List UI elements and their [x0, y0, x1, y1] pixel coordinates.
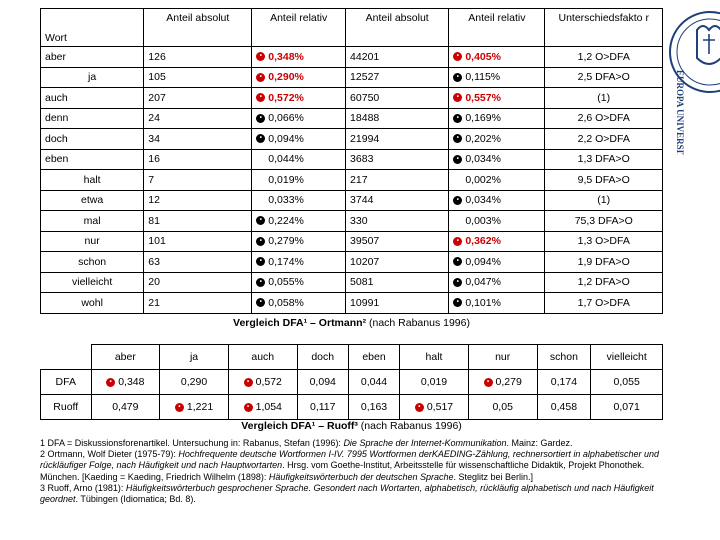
rel-dfa-value: 0,224% — [268, 214, 304, 227]
table-row — [41, 293, 663, 314]
cell-value — [537, 370, 591, 395]
cell-abs-dfa: 16 — [144, 149, 252, 170]
cell-rel-ortmann — [449, 129, 545, 150]
cell-value — [468, 370, 537, 395]
rel-ortmann-value: 0,169% — [465, 112, 501, 125]
cell-wort: eben — [41, 149, 144, 170]
rel-ortmann-value: 0,003% — [465, 214, 501, 227]
cell-rel-dfa — [252, 190, 346, 211]
value-text: 0,094 — [309, 376, 336, 388]
cell-wort: etwa — [41, 190, 144, 211]
col-header-abs-ortmann: Anteil absolut — [346, 9, 449, 47]
rel-ortmann-value: 0,047% — [465, 276, 501, 289]
cell-rel-dfa — [252, 231, 346, 252]
cell-abs-dfa: 21 — [144, 293, 252, 314]
cell-value — [400, 395, 469, 420]
seal-graphic — [669, 0, 720, 155]
cell-value — [348, 395, 399, 420]
footnote-text: Ruoff, Arno (1981): — [47, 482, 126, 493]
cell-rel-ortmann — [449, 272, 545, 293]
frequency-table-dfa-ortmann — [40, 8, 663, 314]
footnote-text: . Steglitz bei Berlin.] — [453, 471, 534, 482]
cell-rel-dfa — [252, 88, 346, 109]
cell-abs-dfa: 105 — [144, 67, 252, 88]
rel-ortmann-value: 0,094% — [465, 255, 501, 268]
marker-icon: • — [256, 93, 265, 102]
cell-rel-dfa — [252, 129, 346, 150]
cell-wort: denn — [41, 108, 144, 129]
table-row — [41, 108, 663, 129]
rel-ortmann-value: 0,034% — [465, 194, 501, 207]
cell-wort: ja — [41, 67, 144, 88]
cell-value — [591, 370, 663, 395]
cell-value — [91, 395, 160, 420]
rel-dfa-value: 0,094% — [268, 132, 304, 145]
rel-ortmann-value: 0,557% — [465, 91, 501, 104]
table-row — [41, 67, 663, 88]
table-row — [41, 231, 663, 252]
cell-factor: 2,6 O>DFA — [545, 108, 663, 129]
value-text: 0,572 — [255, 376, 282, 388]
row-label: DFA — [41, 370, 92, 395]
footnote-text: Die Sprache der Internet-Kommunikation — [343, 438, 507, 448]
footnote-text: Häufigkeitswörterbuch der deutschen Sprache — [268, 471, 454, 482]
rel-dfa-value: 0,019% — [268, 173, 304, 186]
rel-dfa-value: 0,066% — [268, 112, 304, 125]
cell-value — [348, 370, 399, 395]
cell-rel-ortmann — [449, 231, 545, 252]
cell-factor: 1,3 O>DFA — [545, 231, 663, 252]
cell-abs-ortmann: 5081 — [346, 272, 449, 293]
cell-value — [400, 370, 469, 395]
footnote-text: Ortmann, Wolf Dieter (1975-79): — [47, 449, 179, 460]
footnote-text: Hochfrequente deutsche Wortformen I-IV. 7995 Wortformen derKAEDING-Zählung, rechnersortiert in alphabetischer und rückläufiger Folge, nach Häufigkeit und nach Hauptwortarten — [40, 449, 659, 471]
value-text: 1,054 — [255, 401, 282, 413]
col-header-factor: Unterschiedsfakto r — [545, 9, 663, 47]
cell-abs-dfa: 63 — [144, 252, 252, 273]
col-header-nur: nur — [468, 345, 537, 370]
marker-icon: • — [484, 378, 493, 387]
footnote-number: 3 — [40, 482, 46, 493]
value-text: 0,044 — [360, 376, 388, 388]
value-text: 0,019 — [420, 376, 448, 388]
col-header-schon: schon — [537, 345, 591, 370]
university-seal-logo — [669, 0, 720, 155]
footnote-number: 2 — [40, 449, 46, 460]
table-row — [41, 88, 663, 109]
marker-icon: • — [453, 155, 462, 164]
value-text: 0,348 — [118, 376, 145, 388]
footnote-text: . Hrsg. vom Goethe-Institut, Arbeitsstelle für wissenschaftliche Didaktik, Projekt Phonothek. München. [Kaeding = Kaeding, Friedrich Wilhelm (1898): — [40, 460, 645, 482]
cell-factor: 1,2 O>DFA — [545, 47, 663, 68]
cell-value — [537, 395, 591, 420]
rel-dfa-value: 0,058% — [268, 296, 304, 309]
rel-ortmann-value: 0,115% — [465, 71, 501, 84]
cell-abs-ortmann: 10207 — [346, 252, 449, 273]
cell-rel-dfa — [252, 67, 346, 88]
cell-wort: nur — [41, 231, 144, 252]
cell-rel-ortmann — [449, 170, 545, 191]
rel-dfa-value: 0,033% — [268, 194, 304, 207]
marker-icon: • — [106, 378, 115, 387]
cell-wort: vielleicht — [41, 272, 144, 293]
cell-rel-dfa — [252, 211, 346, 232]
rel-ortmann-value: 0,405% — [465, 50, 501, 63]
col-header-eben: eben — [348, 345, 399, 370]
cell-factor: 2,5 DFA>O — [545, 67, 663, 88]
cell-value — [591, 395, 663, 420]
cell-value — [468, 395, 537, 420]
table-row — [41, 272, 663, 293]
footnote-text: DFA = Diskussionsforenartikel. Untersuchung in: Rabanus, Stefan (1996): — [47, 438, 344, 448]
table-header-row — [41, 345, 663, 370]
cell-value — [228, 395, 297, 420]
value-text: 0,071 — [613, 401, 640, 413]
cell-abs-dfa: 101 — [144, 231, 252, 252]
marker-icon: • — [256, 298, 265, 307]
footnote-text: . Mainz: Gardez. — [506, 438, 573, 448]
row-label: Ruoff — [41, 395, 92, 420]
cell-factor: 75,3 DFA>O — [545, 211, 663, 232]
caption-title: Vergleich DFA¹ – Ortmann² — [233, 317, 367, 329]
col-header-halt: halt — [400, 345, 469, 370]
table-row — [41, 170, 663, 191]
marker-icon: • — [453, 93, 462, 102]
cell-rel-ortmann — [449, 88, 545, 109]
cell-value — [160, 370, 229, 395]
marker-icon: • — [453, 237, 462, 246]
cell-wort: schon — [41, 252, 144, 273]
cell-value — [228, 370, 297, 395]
cell-rel-ortmann — [449, 293, 545, 314]
marker-icon: • — [256, 114, 265, 123]
value-text: 0,055 — [613, 376, 640, 388]
cell-rel-ortmann — [449, 149, 545, 170]
cell-rel-ortmann — [449, 190, 545, 211]
svg-text:EUROPA UNIVERSITÄT VIADRINA: EUROPA UNIVERSITÄT VIADRINA — [675, 70, 685, 155]
cell-abs-dfa: 20 — [144, 272, 252, 293]
cell-rel-dfa — [252, 252, 346, 273]
marker-icon: • — [256, 278, 265, 287]
rel-dfa-value: 0,055% — [268, 276, 304, 289]
caption-source: (nach Rabanus 1996) — [366, 317, 470, 329]
marker-icon: • — [256, 52, 265, 61]
cell-abs-dfa: 207 — [144, 88, 252, 109]
value-text: 0,117 — [309, 401, 336, 413]
cell-rel-dfa — [252, 108, 346, 129]
cell-rel-dfa — [252, 149, 346, 170]
cell-rel-ortmann — [449, 108, 545, 129]
marker-icon: • — [453, 52, 462, 61]
caption-source: (nach Rabanus 1996) — [357, 420, 462, 432]
footnote — [40, 483, 680, 505]
cell-factor: (1) — [545, 88, 663, 109]
col-header-doch: doch — [297, 345, 348, 370]
cell-wort: halt — [41, 170, 144, 191]
footnote-text: Häufigkeitswörterbuch gesprochener Sprache. Gesondert nach Wortarten, alphabetisch, rückläufig alphabetisch und nach Häufigkeit geordnet — [40, 482, 654, 505]
cell-factor: 2,2 O>DFA — [545, 129, 663, 150]
corner-cell — [41, 345, 92, 370]
table-row — [41, 149, 663, 170]
marker-icon: • — [244, 403, 253, 412]
table-header-row — [41, 9, 663, 47]
cell-rel-ortmann — [449, 252, 545, 273]
cell-rel-dfa — [252, 47, 346, 68]
value-text: 0,279 — [495, 376, 522, 388]
cell-factor: (1) — [545, 190, 663, 211]
rel-ortmann-value: 0,202% — [465, 132, 501, 145]
marker-icon: • — [453, 114, 462, 123]
rel-ortmann-value: 0,362% — [465, 235, 501, 248]
rel-dfa-value: 0,174% — [268, 255, 304, 268]
rel-dfa-value: 0,572% — [268, 91, 304, 104]
col-header-auch: auch — [228, 345, 297, 370]
footnote — [40, 449, 680, 483]
cell-abs-ortmann: 3683 — [346, 149, 449, 170]
value-text: 0,458 — [550, 401, 578, 413]
marker-icon: • — [256, 73, 265, 82]
marker-icon: • — [175, 403, 184, 412]
cell-abs-ortmann: 44201 — [346, 47, 449, 68]
marker-icon: • — [453, 134, 462, 143]
footnote-text: . Tübingen (Idiomatica; Bd. 8). — [75, 494, 196, 505]
cell-rel-dfa — [252, 170, 346, 191]
cell-abs-ortmann: 10991 — [346, 293, 449, 314]
col-header-abs-dfa: Anteil absolut — [144, 9, 252, 47]
cell-factor: 1,7 O>DFA — [545, 293, 663, 314]
footnote — [40, 438, 680, 449]
marker-icon: • — [453, 73, 462, 82]
cell-value — [91, 370, 160, 395]
value-text: 1,221 — [186, 401, 214, 413]
cell-rel-dfa — [252, 272, 346, 293]
cell-abs-dfa: 24 — [144, 108, 252, 129]
rel-dfa-value: 0,348% — [268, 50, 304, 63]
cell-abs-ortmann: 39507 — [346, 231, 449, 252]
cell-rel-ortmann — [449, 67, 545, 88]
marker-icon: • — [453, 298, 462, 307]
cell-rel-dfa — [252, 293, 346, 314]
caption-title: Vergleich DFA¹ – Ruoff³ — [241, 420, 358, 432]
marker-icon: • — [453, 278, 462, 287]
table-row — [41, 47, 663, 68]
marker-icon: • — [256, 257, 265, 266]
col-header-ja: ja — [160, 345, 229, 370]
rel-ortmann-value: 0,101% — [465, 296, 501, 309]
footnote-number: 1 — [40, 438, 46, 448]
value-text: 0,174 — [550, 376, 578, 388]
cell-abs-ortmann: 18488 — [346, 108, 449, 129]
table-row — [41, 370, 663, 395]
cell-abs-dfa: 126 — [144, 47, 252, 68]
comparison-table-dfa-ruoff — [40, 344, 663, 420]
cell-abs-dfa: 12 — [144, 190, 252, 211]
marker-icon: • — [256, 134, 265, 143]
cell-wort: mal — [41, 211, 144, 232]
cell-wort: aber — [41, 47, 144, 68]
cell-value — [297, 395, 348, 420]
caption-dfa-ruoff — [40, 420, 663, 432]
marker-icon: • — [256, 237, 265, 246]
table-row — [41, 395, 663, 420]
col-header-aber: aber — [91, 345, 160, 370]
caption-dfa-ortmann — [40, 317, 663, 329]
footnotes — [40, 438, 680, 505]
cell-abs-ortmann: 12527 — [346, 67, 449, 88]
cell-abs-ortmann: 60750 — [346, 88, 449, 109]
cell-abs-dfa: 7 — [144, 170, 252, 191]
cell-rel-ortmann — [449, 47, 545, 68]
col-header-rel-dfa: Anteil relativ — [252, 9, 346, 47]
rel-dfa-value: 0,290% — [268, 71, 304, 84]
cell-value — [297, 370, 348, 395]
cell-abs-dfa: 34 — [144, 129, 252, 150]
marker-icon: • — [453, 257, 462, 266]
cell-abs-ortmann: 21994 — [346, 129, 449, 150]
table-row — [41, 129, 663, 150]
cell-factor: 1,2 DFA>O — [545, 272, 663, 293]
marker-icon: • — [415, 403, 424, 412]
cell-factor: 1,9 DFA>O — [545, 252, 663, 273]
cell-factor: 1,3 DFA>O — [545, 149, 663, 170]
value-text: 0,05 — [492, 401, 513, 413]
cell-abs-dfa: 81 — [144, 211, 252, 232]
cell-factor: 9,5 DFA>O — [545, 170, 663, 191]
marker-icon: • — [244, 378, 253, 387]
marker-icon: • — [256, 216, 265, 225]
table-row — [41, 211, 663, 232]
value-text: 0,479 — [112, 401, 139, 413]
cell-wort: auch — [41, 88, 144, 109]
cell-wort: doch — [41, 129, 144, 150]
cell-wort: wohl — [41, 293, 144, 314]
col-header-rel-ortmann: Anteil relativ — [449, 9, 545, 47]
cell-abs-ortmann: 330 — [346, 211, 449, 232]
cell-rel-ortmann — [449, 211, 545, 232]
rel-ortmann-value: 0,002% — [465, 173, 501, 186]
rel-dfa-value: 0,044% — [268, 153, 304, 166]
col-header-vielleicht: vielleicht — [591, 345, 663, 370]
value-text: 0,290 — [180, 376, 208, 388]
marker-icon: • — [453, 196, 462, 205]
cell-abs-ortmann: 3744 — [346, 190, 449, 211]
col-header-wort: Wort — [41, 9, 144, 47]
value-text: 0,517 — [426, 401, 454, 413]
cell-abs-ortmann: 217 — [346, 170, 449, 191]
value-text: 0,163 — [360, 401, 388, 413]
cell-value — [160, 395, 229, 420]
table-row — [41, 190, 663, 211]
rel-ortmann-value: 0,034% — [465, 153, 501, 166]
table-row — [41, 252, 663, 273]
rel-dfa-value: 0,279% — [268, 235, 304, 248]
